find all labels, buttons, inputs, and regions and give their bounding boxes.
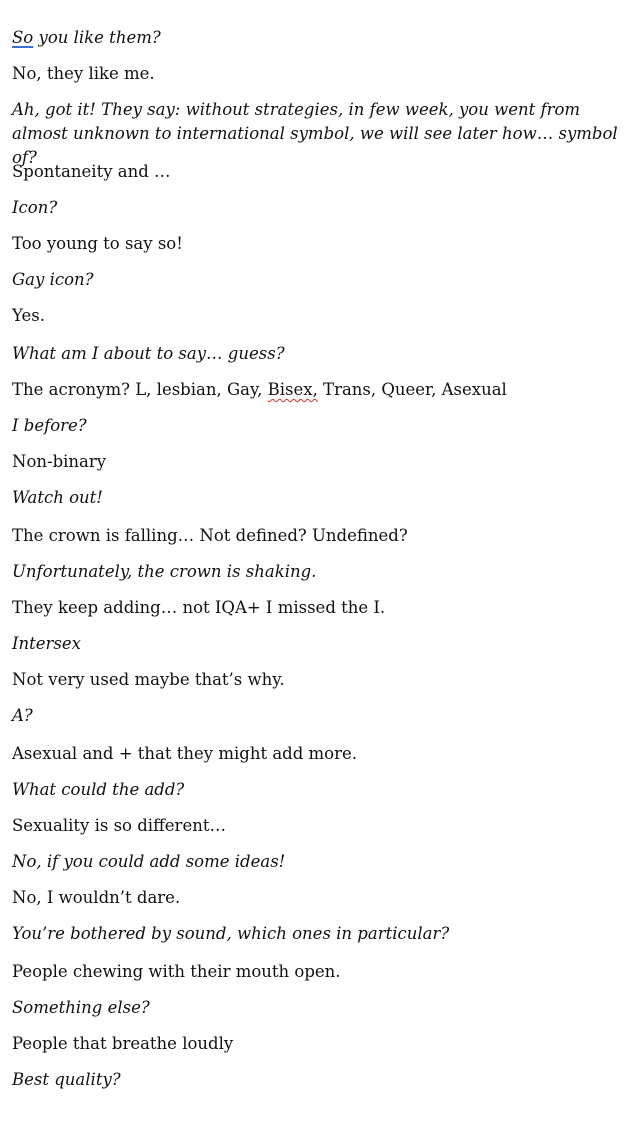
question-line: Unfortunately, the crown is shaking. xyxy=(12,562,317,581)
question-line: You’re bothered by sound, which ones in particular? xyxy=(12,924,450,943)
question-line: What could the add? xyxy=(12,780,185,799)
question-line: A? xyxy=(12,706,33,725)
answer-line: Non-binary xyxy=(12,452,107,471)
question-line: No, if you could add some ideas! xyxy=(12,852,286,871)
question-line: Icon? xyxy=(12,198,58,217)
answer-line: Yes. xyxy=(12,306,45,325)
answer-line: People that breathe loudly xyxy=(12,1034,234,1053)
question-line: What am I about to say… guess? xyxy=(12,344,285,363)
question-line: So you like them? xyxy=(12,28,161,47)
question-line: Watch out! xyxy=(12,488,103,507)
answer-line: Sexuality is so different… xyxy=(12,816,226,835)
question-line: Intersex xyxy=(12,634,81,653)
underlined-word: So xyxy=(12,28,34,47)
question-line: Ah, got it! They say: without strategies, in few week, you went from almost unknown to international symbol, we will see later how… symbol of? xyxy=(12,100,618,167)
answer-line: Too young to say so! xyxy=(12,234,183,253)
question-line: Best quality? xyxy=(12,1070,121,1089)
question-line: Something else? xyxy=(12,998,150,1017)
answer-line: They keep adding… not IQA+ I missed the I. xyxy=(12,598,386,617)
answer-line: People chewing with their mouth open. xyxy=(12,962,341,981)
question-line: Gay icon? xyxy=(12,270,94,289)
spellcheck-word: Bisex, xyxy=(267,380,318,399)
answer-line: No, they like me. xyxy=(12,64,155,83)
answer-line: The acronym? L, lesbian, Gay, Bisex, Trans, Queer, Asexual xyxy=(12,380,507,399)
answer-line: Asexual and + that they might add more. xyxy=(12,744,358,763)
question-line: I before? xyxy=(12,416,87,435)
answer-line: No, I wouldn’t dare. xyxy=(12,888,181,907)
answer-line: The crown is falling… Not defined? Undefined? xyxy=(12,526,408,545)
answer-line: Spontaneity and … xyxy=(12,162,171,181)
answer-line: Not very used maybe that’s why. xyxy=(12,670,285,689)
